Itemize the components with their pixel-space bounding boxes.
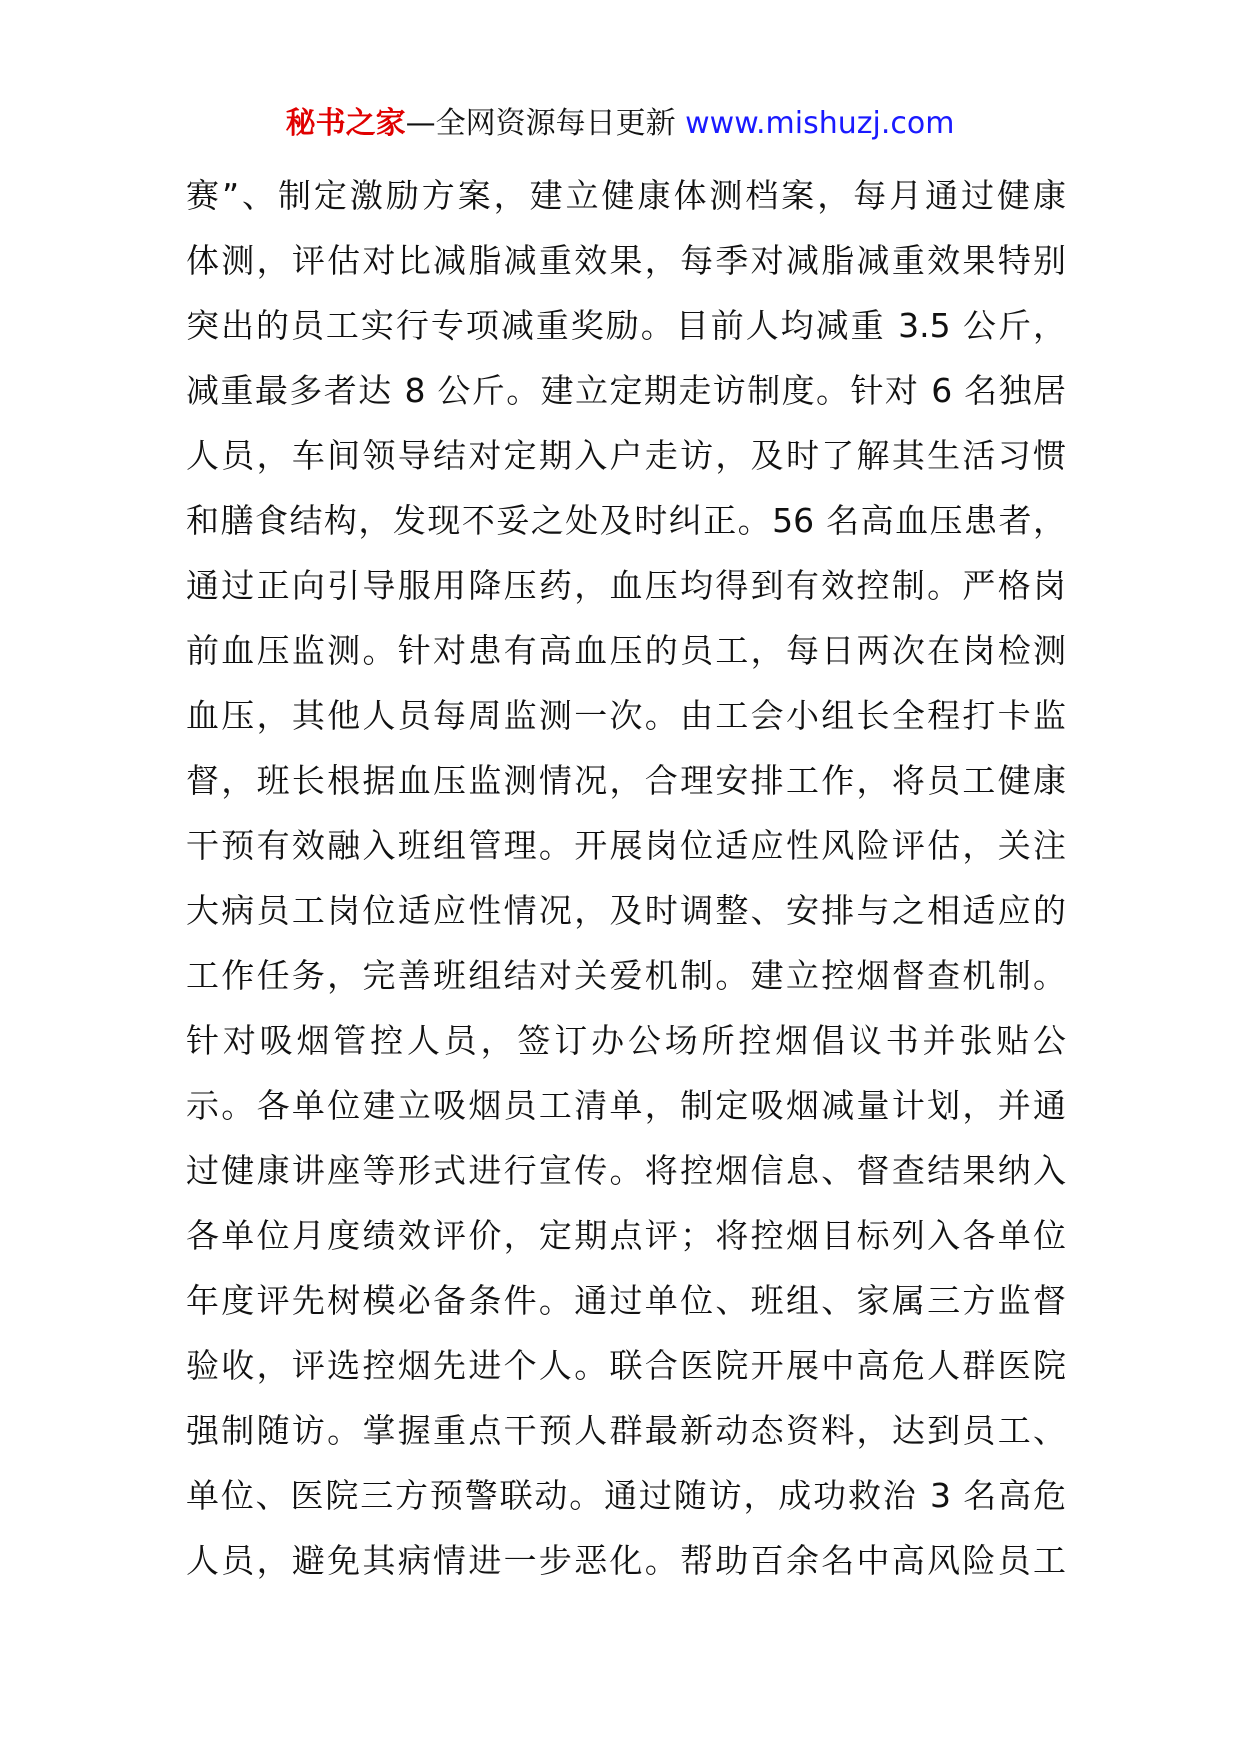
text-line: 示。各单位建立吸烟员工清单，制定吸烟减量计划，并通: [186, 1086, 1066, 1125]
text-line: 减重最多者达 8 公斤。建立定期走访制度。针对 6 名独居: [186, 371, 1066, 410]
text-line: 体测，评估对比减脂减重效果，每季对减脂减重效果特别: [186, 241, 1066, 280]
text-line: 前血压监测。针对患有高血压的员工，每日两次在岗检测: [186, 631, 1066, 670]
text-line: 和膳食结构，发现不妥之处及时纠正。56 名高血压患者，: [186, 501, 1066, 540]
text-line: 验收，评选控烟先进个人。联合医院开展中高危人群医院: [186, 1346, 1066, 1385]
site-header: [0, 104, 1240, 144]
document-body: [186, 163, 1066, 1593]
text-line: 突出的员工实行专项减重奖励。目前人均减重 3.5 公斤，: [186, 306, 1066, 345]
text-line: 工作任务，完善班组结对关爱机制。建立控烟督查机制。: [186, 956, 1066, 995]
text-line: 干预有效融入班组管理。开展岗位适应性风险评估，关注: [186, 826, 1066, 865]
text-line: 人员，车间领导结对定期入户走访，及时了解其生活习惯: [186, 436, 1066, 475]
text-line: 针对吸烟管控人员，签订办公场所控烟倡议书并张贴公: [186, 1021, 1066, 1060]
text-line: 过健康讲座等形式进行宣传。将控烟信息、督查结果纳入: [186, 1151, 1066, 1190]
text-line: 督，班长根据血压监测情况，合理安排工作，将员工健康: [186, 761, 1066, 800]
text-line: 各单位月度绩效评价，定期点评；将控烟目标列入各单位: [186, 1216, 1066, 1255]
text-line: 赛”、制定激励方案，建立健康体测档案，每月通过健康: [186, 176, 1066, 215]
site-url-link[interactable]: www.mishuzj.com: [685, 106, 955, 141]
brand-name: 秘书之家: [285, 106, 406, 141]
text-line: 大病员工岗位适应性情况，及时调整、安排与之相适应的: [186, 891, 1066, 930]
text-line: 单位、医院三方预警联动。通过随访，成功救治 3 名高危: [186, 1476, 1066, 1515]
text-line: 人员，避免其病情进一步恶化。帮助百余名中高风险员工: [186, 1541, 1066, 1580]
header-tagline: —全网资源每日更新: [405, 106, 676, 141]
text-line: 强制随访。掌握重点干预人群最新动态资料，达到员工、: [186, 1411, 1066, 1450]
text-line: 年度评先树模必备条件。通过单位、班组、家属三方监督: [186, 1281, 1066, 1320]
text-line: 通过正向引导服用降压药，血压均得到有效控制。严格岗: [186, 566, 1066, 605]
text-line: 血压，其他人员每周监测一次。由工会小组长全程打卡监: [186, 696, 1066, 735]
